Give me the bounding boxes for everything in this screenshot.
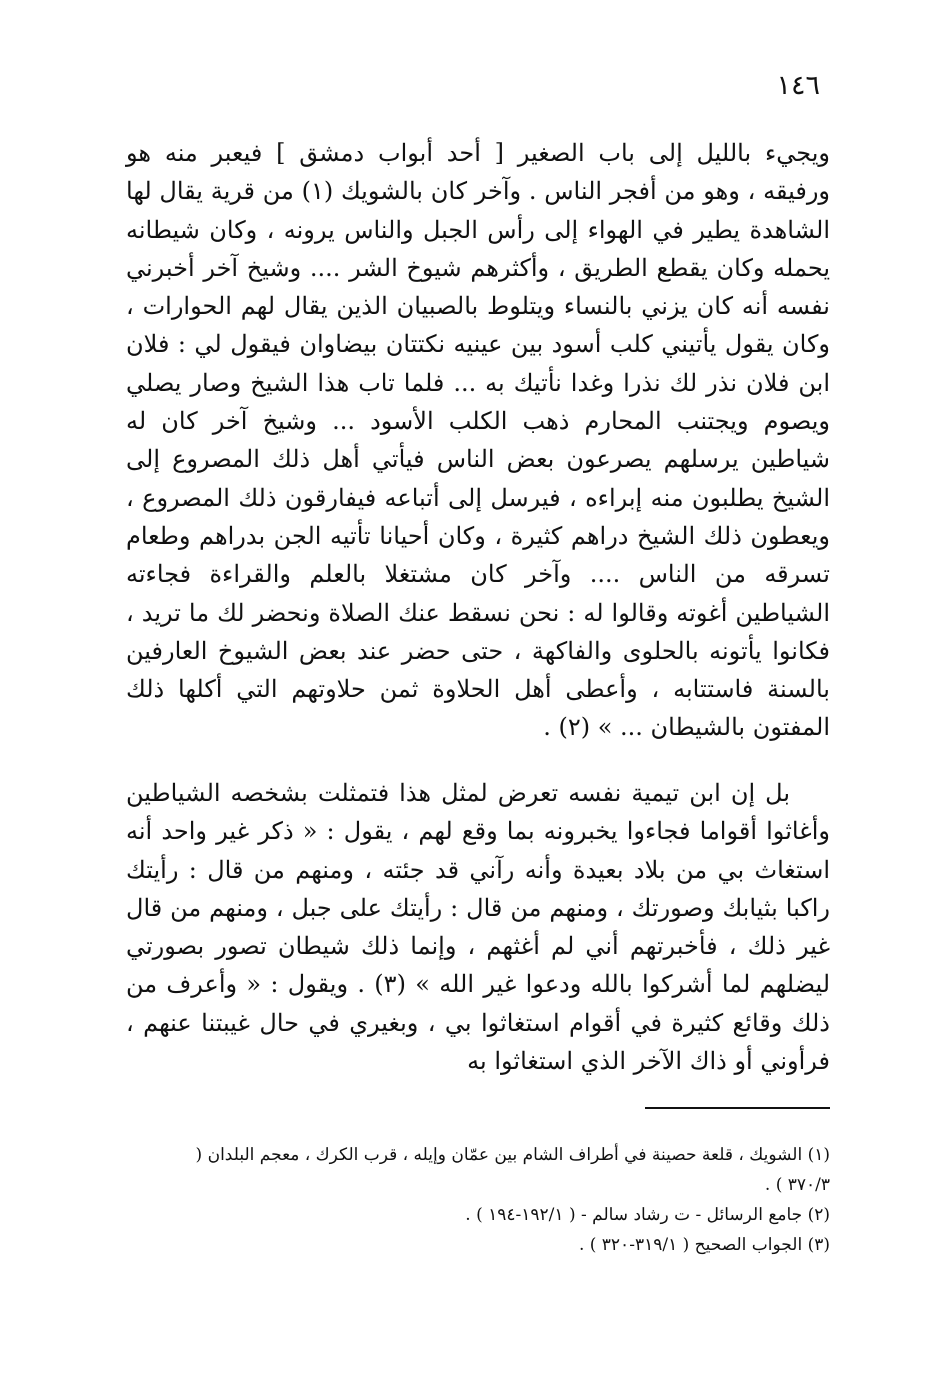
footnote-separator — [645, 1107, 830, 1109]
footnote-1: (١) الشويك ، قلعة حصينة في أطراف الشام بين عمّان وإيله ، قرب الكرك ، معجم البلدان ( ٣٧٠/٣ ) . — [195, 1145, 830, 1195]
footnote-2: (٢) جامع الرسائل - ت رشاد سالم - ( ١٩٢/١-١٩٤ ) . — [465, 1205, 830, 1225]
page-number: ١٤٦ — [776, 70, 820, 101]
footnotes — [160, 1140, 830, 1260]
paragraph-1: ويجيء بالليل إلى باب الصغير [ أحد أبواب دمشق ] فيعبر منه هو ورفيقه ، وهو من أفجر الناس . وآخر كان بالشويك (١) من قرية يقال لها الشاهدة يطير في الهواء إلى رأس الجبل والناس يرونه ، وكان شيطانه يحمله وكان يقطع الطريق ، وأكثرهم شيوخ الشر .... وشيخ آخر أخبرني نفسه أنه كان يزني بالنساء ويتلوط بالصبيان الذين يقال لهم الحوارات ، وكان يقول يأتيني كلب أسود بين عينيه نكتتان بيضاوان فيقول لي : فلان ابن فلان نذر لك نذرا وغدا نأتيك به ... فلما تاب هذا الشيخ وصار يصلي ويصوم ويجتنب المحارم ذهب الكلب الأسود ... وشيخ آخر كان له شياطين يرسلهم يصرعون بعض الناس فيأتي أهل ذلك المصروع إلى الشيخ يطلبون منه إبراءه ، فيرسل إلى أتباعه فيفارقون ذلك المصروع ، ويعطون ذلك الشيخ دراهم كثيرة ، وكان أحيانا تأتيه الجن بدراهم وطعام تسرقه من الناس .... وآخر كان مشتغلا بالعلم والقراءة فجاءته الشياطين أغوته وقالوا له : نحن نسقط عنك الصلاة ونحضر لك ما تريد ، فكانوا يأتونه بالحلوى والفاكهة ، حتى حضر عند بعض الشيوخ العارفين بالسنة فاستتابه ، وأعطى أهل الحلاوة ثمن حلاوتهم التي أكلها ذلك المفتون بالشيطان ... » (٢) . — [126, 139, 831, 742]
paragraph-2: بل إن ابن تيمية نفسه تعرض لمثل هذا فتمثلت بشخصه الشياطين وأغاثوا أقواما فجاءوا يخبرونه بما وقع لهم ، يقول : « ذكر غير واحد أنه استغاث بي من بلاد بعيدة وأنه رآني قد جئته ، ومنهم من قال : رأيتك راكبا بثيابك وصورتك ، ومنهم من قال : رأيتك على جبل ، ومنهم من قال غير ذلك ، فأخبرتهم أني لم أغثهم ، وإنما ذلك شيطان تصور بصورتي ليضلهم لما أشركوا بالله ودعوا غير الله » (٣) . ويقول : « وأعرف من ذلك وقائع كثيرة في أقوام استغاثوا بي ، وبغيري في حال غيبتنا عنهم ، فرأوني أو ذاك الآخر الذي استغاثوا به — [126, 779, 831, 1076]
footnote-3: (٣) الجواب الصحيح ( ٣١٩/١-٣٢٠ ) . — [578, 1235, 830, 1255]
